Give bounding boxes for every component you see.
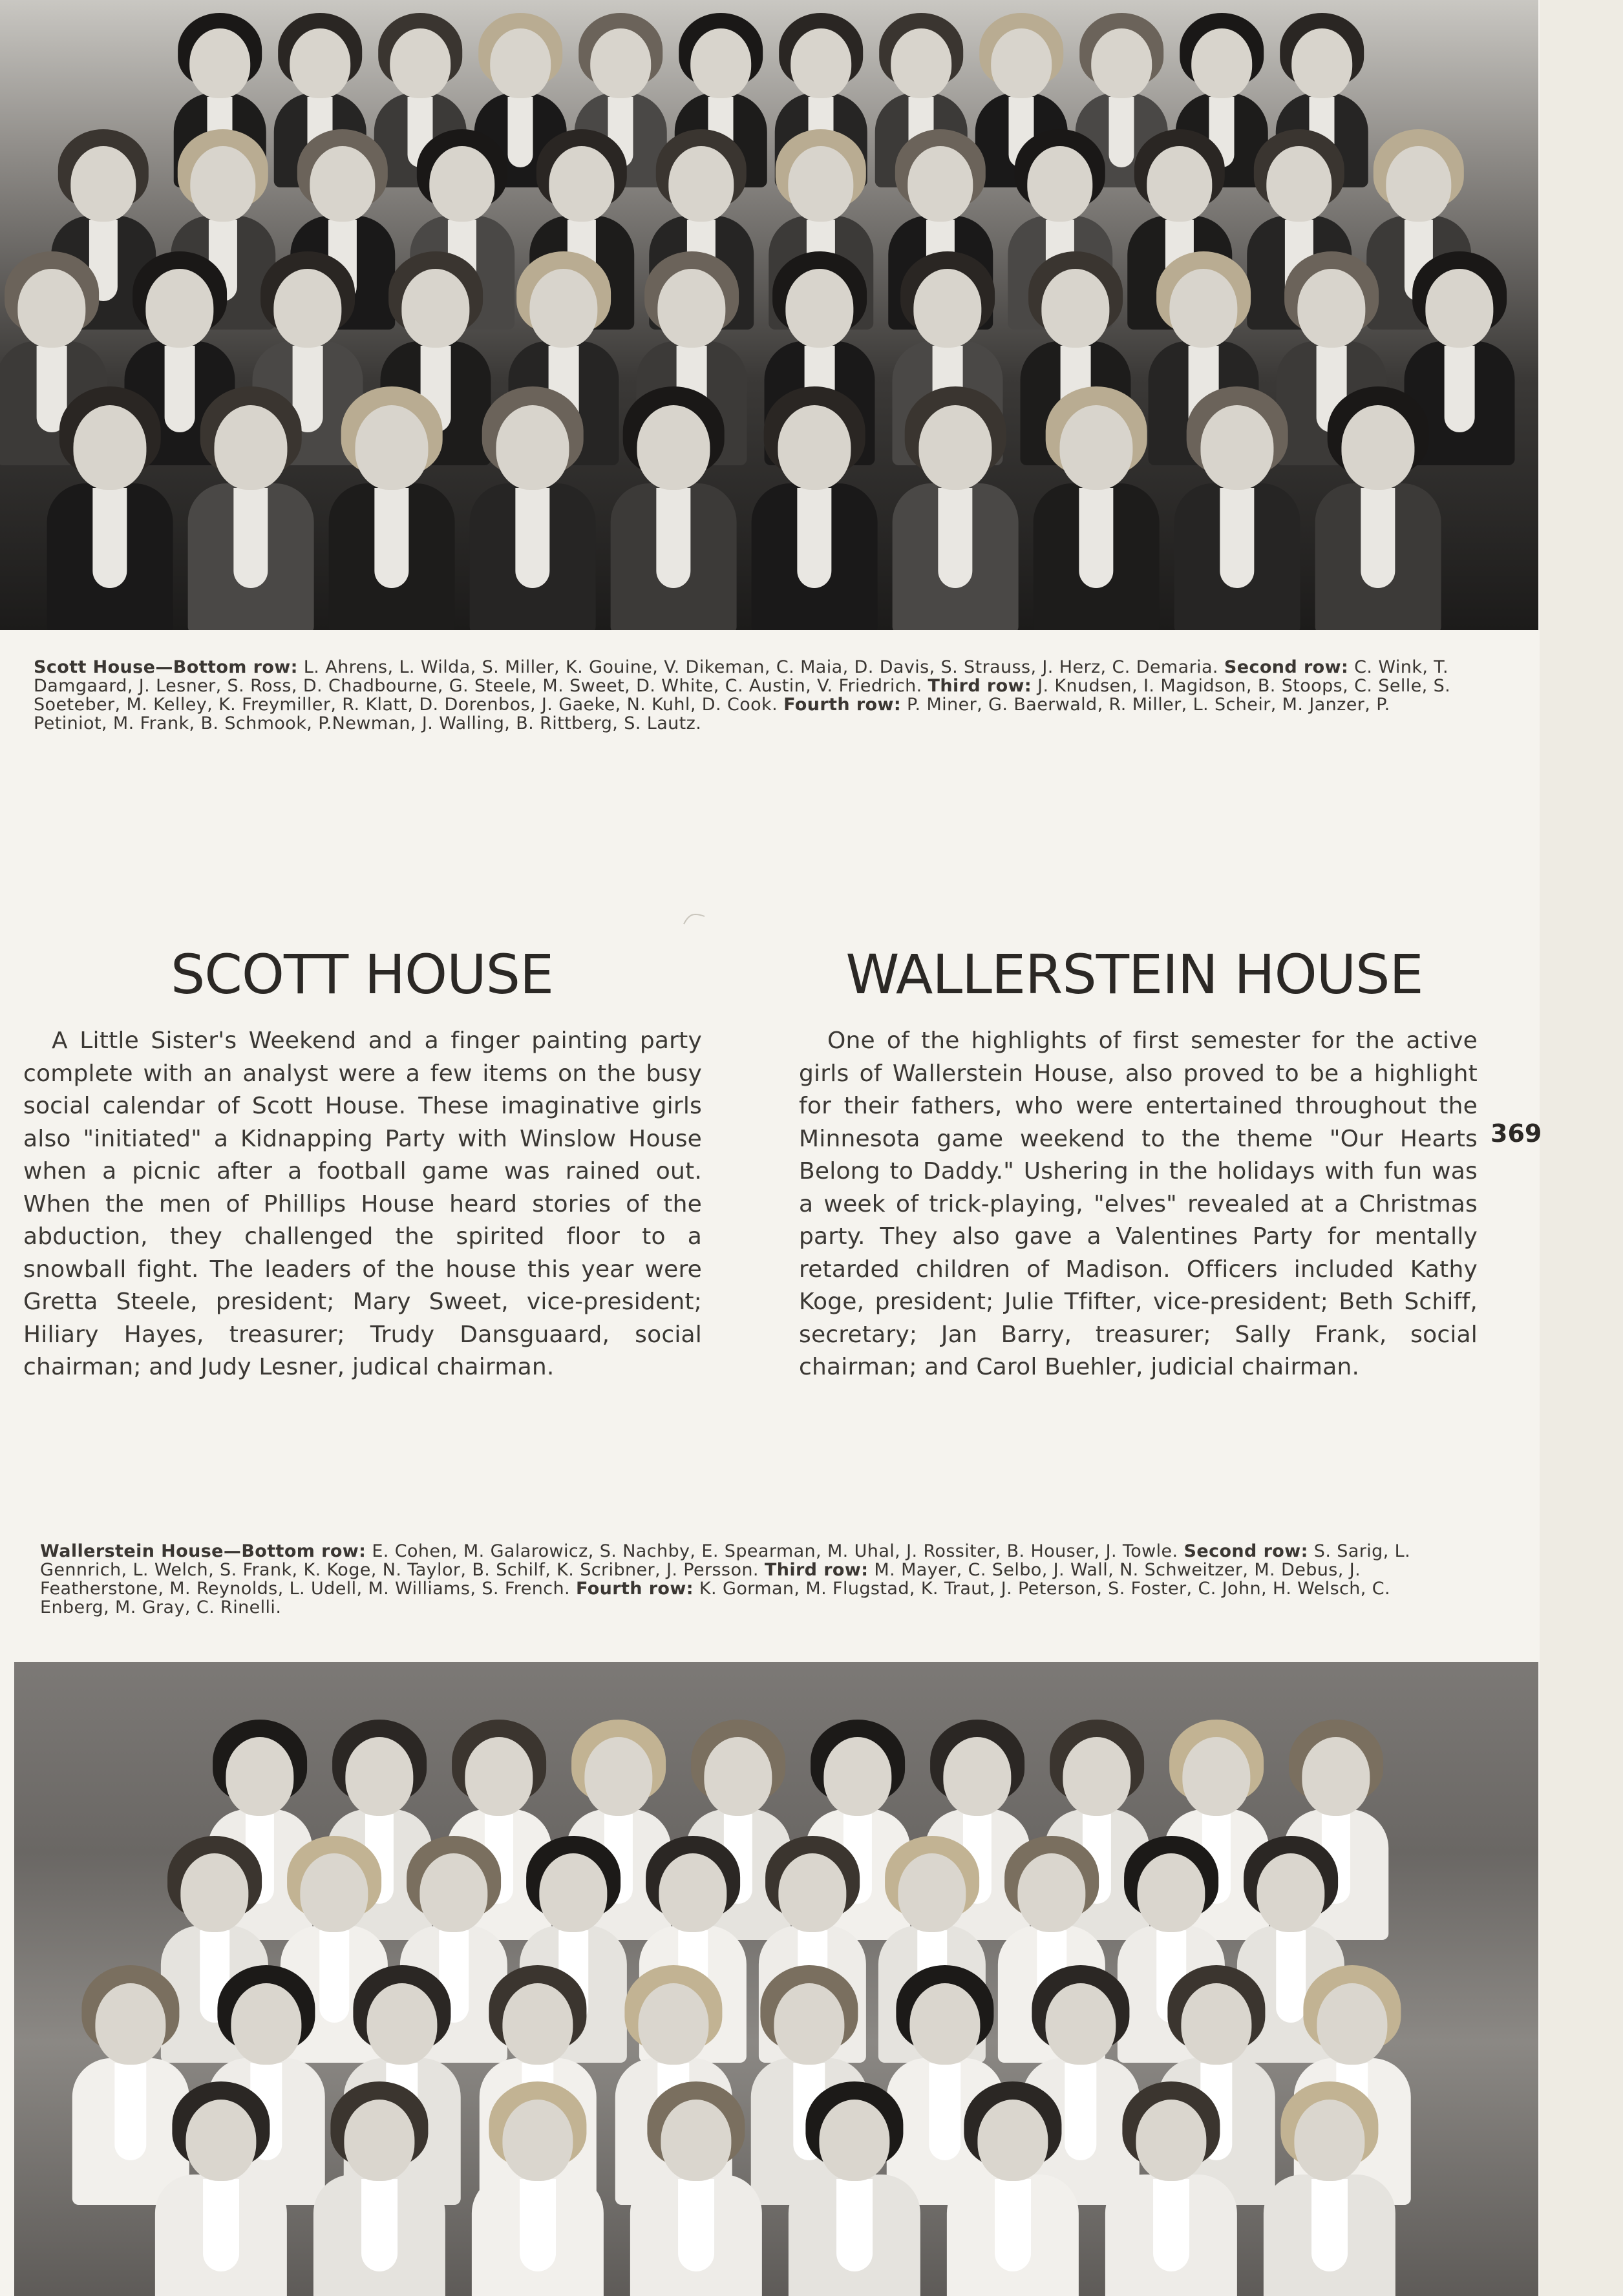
caption-row-names: E. Cohen, M. Galarowicz, S. Nachby, E. Spearman, M. Uhal, J. Rossiter, B. Houser, J. Towle. <box>372 1541 1178 1561</box>
scott-house-group-photo <box>0 0 1538 630</box>
caption-row-names: M. Mayer, C. Selbo, J. Wall, N. Schweitzer, M. Debus, J. Featherstone, M. Reynolds, L. Udell, M. Williams, S. French. <box>40 1560 1361 1599</box>
caption-house-name: Scott House <box>34 657 156 677</box>
page-number: 369 <box>1490 1119 1542 1148</box>
caption-row-label: Bottom row: <box>241 1541 366 1561</box>
group-member-figure <box>1312 394 1445 630</box>
group-member-figure <box>1260 2089 1399 2296</box>
group-member-figure <box>944 2089 1083 2296</box>
group-member-figure <box>469 2089 608 2296</box>
caption-row-names: C. Wink, T. Damgaard, J. Lesner, S. Ross, D. Chadbourne, G. Steele, M. Sweet, D. White, C. Austin, V. Friedrich. <box>34 657 1448 696</box>
scott-house-article <box>23 1025 702 1384</box>
caption-house-name: Wallerstein House <box>40 1541 224 1561</box>
caption-row-label: Fourth row: <box>783 695 902 715</box>
caption-row-label: Third row: <box>764 1560 869 1580</box>
caption-row-label: Second row: <box>1183 1541 1308 1561</box>
wallerstein-house-title: WALLERSTEIN HOUSE <box>845 943 1423 1006</box>
paper-mark <box>681 910 707 928</box>
scott-house-caption: Scott House—Bottom row: L. Ahrens, L. Wilda, S. Miller, K. Gouine, V. Dikeman, C. Maia, D. Davis, S. Strauss, J. Herz, C. Demaria. Second row: C. Wink, T. Damgaard, J. Lesner, S. Ross, D. Chadbourne, G. Steele, M. Sweet, D. White, C. Austin, V. Friedrich. Third row: J. Knudsen, I. Magidson, B. Stoops, C. Selle, S. Soeteber, M. Kelley, K. Freymiller, R. Klatt, D. Dorenbos, J. Gaeke, N. Kuhl, D. Cook. Fourth row: P. Miner, G. Baerwald, R. Miller, L. Scheir, M. Janzer, P. Petiniot, M. Frank, B. Schmook, P.Newman, J. Walling, B. Rittberg, S. Lautz. <box>34 657 1451 733</box>
article-paragraph: A Little Sister's Weekend and a finger painting party complete with an analyst were a few items on the busy social calendar of Scott House. These imaginative girls also "initiated" a Kidnapping Party with Winslow House when a picnic after a football game was rained out. When the men of Phillips House heard stories of the abduction, they challenged the spirited floor to a snowball fight. The leaders of the house this year were Gretta Steele, president; Mary Sweet, vice-president; Hiliary Hayes, treasurer; Trudy Dansguaard, social chairman; and Judy Lesner, judical chairman. <box>23 1027 702 1380</box>
caption-row-names: L. Ahrens, L. Wilda, S. Miller, K. Gouine, V. Dikeman, C. Maia, D. Davis, S. Strauss, J. Herz, C. Demaria. <box>303 657 1218 677</box>
caption-row-names: J. Knudsen, I. Magidson, B. Stoops, C. Selle, S. Soeteber, M. Kelley, K. Freymiller, R. Klatt, D. Dorenbos, J. Gaeke, N. Kuhl, D. Cook. <box>34 676 1451 715</box>
group-member-figure <box>1102 2089 1241 2296</box>
wallerstein-house-article <box>799 1025 1478 1384</box>
caption-row-label: Third row: <box>928 676 1032 696</box>
wallerstein-house-group-photo <box>14 1662 1538 2296</box>
group-member-figure <box>310 2089 449 2296</box>
caption-row-names: P. Miner, G. Baerwald, R. Miller, L. Scheir, M. Janzer, P. Petiniot, M. Frank, B. Schmook, P.Newman, J. Walling, B. Rittberg, S. Lautz. <box>34 695 1390 733</box>
group-member-figure <box>185 394 317 630</box>
group-member-figure <box>889 394 1022 630</box>
caption-row-label: Second row: <box>1224 657 1349 677</box>
group-member-figure <box>748 394 881 630</box>
caption-row-names: K. Gorman, M. Flugstad, K. Traut, J. Peterson, S. Foster, C. John, H. Welsch, C. Enberg, M. Gray, C. Rinelli. <box>40 1579 1391 1617</box>
group-member-figure <box>1171 394 1304 630</box>
group-member-figure <box>785 2089 924 2296</box>
page-margin <box>1540 0 1623 2296</box>
group-member-figure <box>44 394 176 630</box>
group-member-figure <box>608 394 740 630</box>
scott-house-title: SCOTT HOUSE <box>170 943 554 1006</box>
article-paragraph: One of the highlights of first semester for the active girls of Wallerstein House, also proved to be a highlight for their fathers, who were entertained throughout the Minnesota game weekend to the theme "Our Hearts Belong to Daddy." Ushering in the holidays with fun was a week of trick-playing, "elves" revealed at a Christmas party. They also gave a Valentines Party for mentally retarded children of Madison. Officers included Kathy Koge, president; Julie Tfifter, vice-president; Beth Schiff, secretary; Jan Barry, treasurer; Sally Frank, social chairman; and Carol Buehler, judicial chairman. <box>799 1027 1478 1380</box>
group-member-figure <box>467 394 599 630</box>
caption-row-label: Bottom row: <box>173 657 298 677</box>
group-member-figure <box>627 2089 766 2296</box>
group-member-figure <box>1030 394 1163 630</box>
group-member-figure <box>326 394 458 630</box>
caption-row-names: S. Sarig, L. Gennrich, L. Welch, S. Frank, K. Koge, N. Taylor, B. Schilf, K. Scribner, J. Persson. <box>40 1541 1411 1580</box>
group-member-figure <box>152 2089 291 2296</box>
wallerstein-house-caption: Wallerstein House—Bottom row: E. Cohen, M. Galarowicz, S. Nachby, E. Spearman, M. Uhal, J. Rossiter, B. Houser, J. Towle. Second row: S. Sarig, L. Gennrich, L. Welch, S. Frank, K. Koge, N. Taylor, B. Schilf, K. Scribner, J. Persson. Third row: M. Mayer, C. Selbo, J. Wall, N. Schweitzer, M. Debus, J. Featherstone, M. Reynolds, L. Udell, M. Williams, S. French. Fourth row: K. Gorman, M. Flugstad, K. Traut, J. Peterson, S. Foster, C. John, H. Welsch, C. Enberg, M. Gray, C. Rinelli. <box>40 1541 1411 1617</box>
caption-row-label: Fourth row: <box>575 1579 694 1599</box>
